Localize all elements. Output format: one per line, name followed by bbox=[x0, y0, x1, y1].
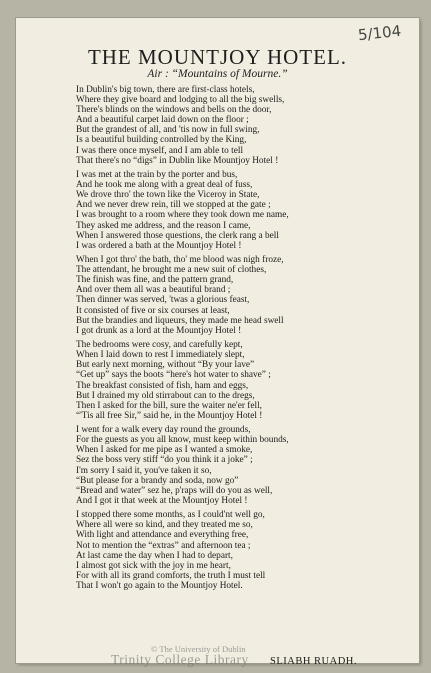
poem-line: In Dublin's big town, there are first-class hotels, bbox=[76, 85, 255, 95]
poem-line: Where all were so kind, and they treated me so, bbox=[76, 520, 253, 531]
poem-line: “'Tis all free Sir,” said he, in the Mountjoy Hotel ! bbox=[76, 410, 263, 421]
poem-line: And I got it that week at the Mountjoy Hotel ! bbox=[76, 495, 248, 506]
page-title: THE MOUNTJOY HOTEL. bbox=[87, 45, 348, 69]
poem-line: I went for a walk every day round the grounds, bbox=[76, 425, 251, 436]
poem-line: Then I asked for the bill, sure the waiter ne'er fell, bbox=[76, 400, 262, 411]
poem-line: At last came the day when I had to depart, bbox=[76, 550, 233, 561]
poem-line: When I answered those questions, the clerk rang a bell bbox=[76, 230, 279, 241]
poem-line: I stopped there some months, as I could'nt well go, bbox=[76, 510, 265, 521]
poem-line: And a beautiful carpet laid down on the floor ; bbox=[76, 115, 249, 126]
stanza bbox=[76, 170, 366, 251]
poem-line: And he took me along with a great deal of fuss, bbox=[76, 180, 253, 191]
broadside-sheet bbox=[16, 18, 419, 667]
poem-line: Not to mention the “extras” and afternoon tea ; bbox=[76, 540, 251, 551]
poem-line: There's blinds on the windows and bells on the door, bbox=[76, 105, 272, 116]
poem-line: Then dinner was served, 'twas a glorious feast, bbox=[76, 295, 250, 306]
poem-line: But early next morning, without “By your lave” bbox=[76, 360, 255, 371]
poem-body bbox=[76, 85, 366, 595]
poem-line: I almost got sick with the joy in me heart, bbox=[76, 560, 231, 571]
stanza bbox=[76, 255, 366, 336]
poem-line: Where they give board and lodging to all the big swells, bbox=[76, 95, 285, 106]
poem-line: But the grandest of all, and 'tis now in full swing, bbox=[76, 125, 260, 136]
poem-line: The breakfast consisted of fish, ham and eggs, bbox=[76, 380, 249, 391]
poem-line: For the guests as you all know, must keep within bounds, bbox=[76, 435, 289, 446]
poem-line: That there's no “digs” in Dublin like Mountjoy Hotel ! bbox=[76, 155, 279, 166]
poem-line: But the brandies and liqueurs, they made me head swell bbox=[76, 315, 284, 326]
poem-line: The finish was fine, and the pattern grand, bbox=[76, 275, 234, 286]
poem-line: That I won't go again to the Mountjoy Hotel. bbox=[76, 580, 243, 591]
poem-line: With light and attendance and everything free, bbox=[76, 530, 249, 541]
stanza bbox=[76, 510, 366, 591]
air-subtitle: Air : “Mountains of Mourne.” bbox=[147, 68, 288, 80]
watermark-copyright: © The University of Dublin bbox=[151, 644, 246, 654]
poem-line: “Bread and water” sez he, p'raps will do you as well, bbox=[76, 485, 273, 496]
poem-line: The bedrooms were cosy, and carefully kept, bbox=[76, 340, 243, 351]
poem-line: It consisted of five or six courses at least, bbox=[76, 305, 230, 316]
poem-line: “But please for a brandy and soda, now go” bbox=[76, 475, 239, 486]
library-watermark bbox=[111, 644, 249, 668]
watermark-library: Trinity College Library bbox=[111, 652, 249, 667]
poem-line: And over them all was a beautiful brand ; bbox=[76, 285, 231, 296]
poem-line: The attendant, he brought me a new suit of clothes, bbox=[76, 265, 267, 276]
poem-line: I got drunk as a lord at the Mountjoy Hotel ! bbox=[76, 325, 242, 336]
stanza bbox=[76, 425, 366, 506]
poem-line: We drove thro' the town like the Viceroy in State, bbox=[76, 190, 260, 201]
poem-line: And we never drew rein, till we stopped at the gate ; bbox=[76, 200, 271, 211]
stanza bbox=[76, 340, 366, 421]
poem-line: “Get up” says the boots “here's hot water to shave” ; bbox=[76, 370, 271, 381]
poem-line: I'm sorry I said it, you've taken it so, bbox=[76, 465, 212, 476]
poem-line: When I laid down to rest I immediately slept, bbox=[76, 350, 245, 361]
poem-line: Sez the boss very stiff “do you think it a joke” ; bbox=[76, 455, 253, 466]
poem-line: But I drained my old stirrabout can to the dregs, bbox=[76, 390, 255, 401]
author-signature: SLIABH RUADH. bbox=[270, 656, 358, 667]
poem-line: I was met at the train by the porter and bus, bbox=[76, 170, 238, 181]
poem-line: I was brought to a room where they took down me name, bbox=[76, 210, 289, 221]
poem-line: When I got thro' the bath, tho' me blood was nigh froze, bbox=[76, 255, 284, 266]
poem-line: I was ordered a bath at the Mountjoy Hotel ! bbox=[76, 240, 242, 251]
poem-line: I was there once myself, and I am able to tell bbox=[76, 145, 244, 156]
reference-note: 5/104 bbox=[356, 21, 402, 45]
poem-line: When I asked for me pipe as I wanted a smoke, bbox=[76, 445, 253, 456]
stanza bbox=[76, 85, 366, 166]
poem-line: Is a beautiful building controlled by the King, bbox=[76, 135, 247, 146]
poem-line: For with all its grand comforts, the truth I must tell bbox=[76, 570, 266, 581]
poem-line: They asked me address, and the reason I came, bbox=[76, 220, 251, 231]
